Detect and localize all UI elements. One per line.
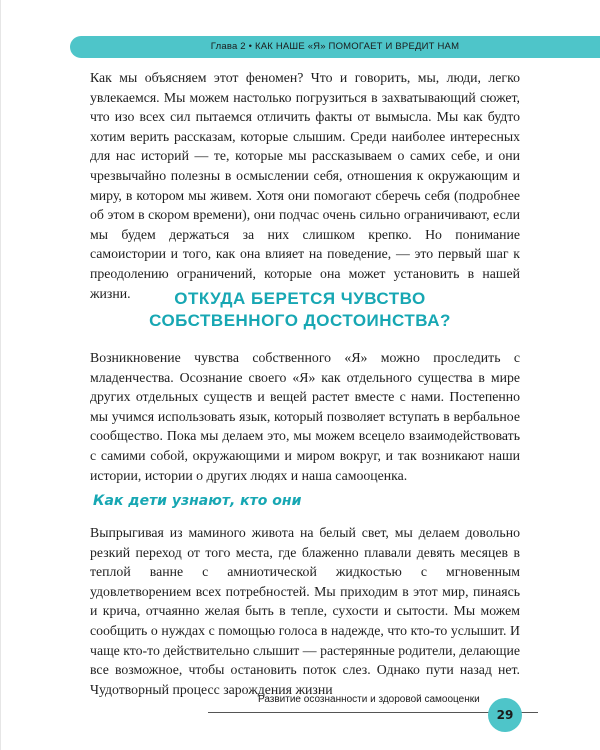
subsection-heading: Как дети узнают, кто они [93,493,302,509]
section-heading-line-1: ОТКУДА БЕРЕТСЯ ЧУВСТВО [174,289,426,308]
footer-book-title: Развитие осознанности и здоровой самооценки [258,694,480,705]
page-number-badge: 29 [488,698,522,732]
running-header-title: Глава 2 • КАК НАШЕ «Я» ПОМОГАЕТ И ВРЕДИТ НАМ [210,41,460,52]
section-heading [90,288,510,332]
body-paragraph-1: Как мы объясняем этот феномен? Что и говорить, мы, люди, легко увлекаемся. Мы можем настолько погрузиться в захватывающий сюжет, что изо всех сил пытаемся отличить факты от вымысла. Мы как будто хотим верить рассказам, которые слышим. Среди наиболее интересных для нас историй — те, которые мы рассказываем о самих себе, и они чрезвычайно полезны в осмыслении себя, отношения к окружающим и миру, в котором мы живем. Хотя они помогают сберечь себя (подробнее об этом в скором времени), они подчас очень сильно ограничивают, если мы будем держаться за них слишком крепко. Но понимание самоистории и того, как она влияет на поведение, — это первый шаг к преодолению ограничений, которые она может установить в нашей жизни. [90,70,520,301]
body-paragraph-2: Возникновение чувства собственного «Я» можно проследить с младенчества. Осознание своего «Я» как отдельного существа в мире других отдельных существ и вещей растет вместе с нами. Постепенно мы учимся использовать язык, который позволяет вступать в вербальное сообщество. Пока мы делаем это, мы можем всецело взаимодействовать с самими собой, окружающими и миром вокруг, и так возникают наши истории, истории о других людях и наша самооценка. [90,350,520,483]
section-heading-line-2: СОБСТВЕННОГО ДОСТОИНСТВА? [149,311,451,330]
body-paragraph-3: Выпрыгивая из маминого живота на белый свет, мы делаем довольно резкий переход от того места, где блаженно плавали девять месяцев в теплой ванне с амниотической жидкостью с мгновенным удовлетворением всех потребностей. Мы приходим в этот мир, пинаясь и крича, отчаянно желая быть в тепле, сухости и сытости. Мы можем сообщить о нуждах с помощью голоса в надежде, что кто-то услышит. И чаще кто-то действительно слышит — растерянные родители, делающие все возможное, чтобы остановить поток слез. Однако пути назад нет. Чудотворный процесс зарождения жизни [90,525,520,697]
running-header-band [70,36,600,58]
